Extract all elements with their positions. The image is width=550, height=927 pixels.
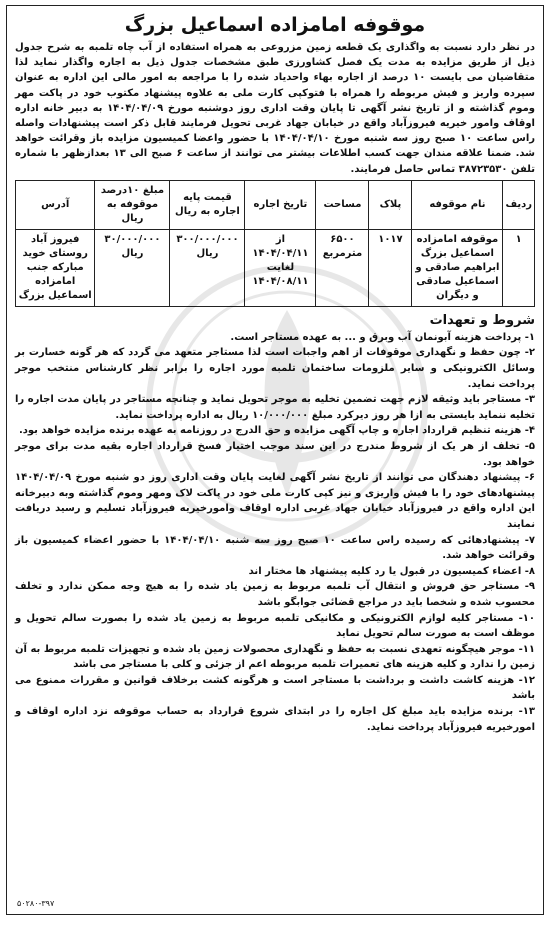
ten-percent-cell: ۳۰/۰۰۰/۰۰۰ ریال (95, 229, 170, 306)
column-header: تاریخ اجاره (245, 180, 316, 229)
address-cell: فیروز آباد روستای خوید مبارکه جنب امامزاده اسماعیل بزرگ (16, 229, 95, 306)
term-item: ۶- پیشنهاد دهندگان می توانند از تاریخ نشر آگهی لغایت پایان وقت اداری روز دو شنبه مورخ ۱۴۰۴/۰۴/۰۹ پیشنهادهای خود را با فیش واریزی و نیز کپی کارت ملی خود در پاکت لاک ومهر وموم گذاشته وبه دبیرخانه این اداره واقع در فیروزآباد خیابان جهاد غربی اداره اوقاف وامورخیریه فیروزآباد تسلیم و رسید دریافت نمایند (15, 472, 535, 530)
page-title: موقوفه امامزاده اسماعیل بزرگ (124, 14, 426, 36)
advertisement-page (6, 5, 544, 915)
row-number-cell: ۱ (503, 229, 535, 306)
column-header: قیمت پایه اجاره به ریال (170, 180, 245, 229)
term-item: ۱۰- مستاجر کلیه لوازم الکترونیکی و مکانیکی تلمبه مربوط به زمین یاد شده را بصورت سالم تحویل و موظف است به صورت سالم تحویل نماید (15, 612, 535, 640)
term-item: ۹- مستاجر حق فروش و انتقال آب تلمبه مربوط به زمین یاد شده را به هیچ وجه ممکن ندارد و تخلف محسوب شده و شخصا باید در مراجع قضائی جوابگو باشد (15, 581, 535, 608)
term-item: ۱۱- موجر هیچگونه تعهدی نسبت به حفظ و نگهداری محصولات زمین یاد شده و تجهیزات تلمبه مربوط به آن زمین را ندارد و کلیه هزینه های تعمیرات تلمبه مربوطه اعم از جزئی و کلی با مستاجر می باشد (15, 643, 535, 671)
footer-code: ۵۰۲۸۰-۳۹۷ (17, 899, 55, 908)
term-item: ۲- چون حفظ و نگهداری موقوفات از اهم واجبات است لذا مستاجر متعهد می گردد که هر گونه خسارت بر وسائل الکترونیکی و سایر ملزومات ساختمان تلمبه مورد اجاره را برابر نظر کارشناس منتخب موجر پرداخت نماید. (15, 347, 535, 390)
term-item: ۱۳- برنده مزایده باید مبلغ کل اجاره را در ابتدای شروع قرارداد به حساب موقوفه نزد اداره اوقاف و امورخیریه فیروزآباد پرداخت نماید. (15, 706, 535, 733)
column-header: نام موقوفه (412, 180, 503, 229)
area-cell: ۶۵۰۰ مترمربع (316, 229, 369, 306)
term-item: ۴- هزینه تنظیم قرارداد اجاره و چاپ آگهی مزایده و حق الدرج در روزنامه به عهده برنده مزایده خواهد بود. (18, 425, 535, 437)
term-item: ۱۲- هزینه کاشت داشت و برداشت با مستاجر است و هرگونه کشت برخلاف قوانین و مقررات ممنوع می باشد (15, 674, 535, 702)
terms-list (7, 330, 543, 735)
column-header: آدرس (16, 180, 95, 229)
column-header: مبلغ ۱۰درصد موقوفه به ریال (95, 180, 170, 229)
term-item: ۵- تخلف از هر یک از شروط مندرج در این سند موجب اختیار فسخ قرارداد اجاره بقیه مدت برای موجر خواهد بود. (15, 440, 535, 468)
column-header: پلاک (369, 180, 412, 229)
endowment-name-cell: موقوفه امامزاده اسماعیل بزرگ ابراهیم صادقی و اسماعیل صادقی و دیگران (412, 229, 503, 306)
intro-paragraph: در نظر دارد نسبت به واگذاری یک قطعه زمین مزروعی به همراه استفاده از آب چاه تلمبه به شرح جدول ذیل از طریق مزایده به مدت یک فصل کشاورزی طبق مشخصات جدول ذیل به اجاره واگذار نماید لذا متقاضیان می بایست ۱۰ درصد از اجاره بهاء واحدیاد شده را با مراجعه به امور مالی این اداره به عنوان سپرده واریز و فیش مربوطه را همراه با فتوکپی کارت ملی به علاوه پیشنهاد مکتوب خود در پاکت مهر وموم گذاشته و از تاریخ نشر آگهی تا پایان وقت اداری روز دوشنبه مورخ ۱۴۰۴/۰۴/۰۹ به دبیر خانه اداره اوقاف وامور خیریه فیروزآباد واقع در خیابان جهاد غربی تحویل فرمایند قابل ذکر است پیشنهادات واصله راس ساعت ۱۰ صبح روز سه شنبه مورخ ۱۴۰۴/۰۴/۱۰ با حضور واعضا کمیسیون مزایده باز وقرائت خواهد شد. ضمنا علاقه مندان جهت کسب اطلاعات بیشتر می توانند از ساعت ۶ صبح الی ۱۳ بعدازظهر با شماره تلفن ۳۸۷۲۳۵۳۰ تماس حاصل فرمایند. (15, 42, 535, 175)
column-header: ردیف (503, 180, 535, 229)
term-item: ۷- پیشنهادهائی که رسیده راس ساعت ۱۰ صبح روز سه شنبه ۱۴۰۴/۰۴/۱۰ با حضور اعضاء کمیسیون باز وقرائت خواهد شد. (15, 534, 535, 562)
column-header: مساحت (316, 180, 369, 229)
term-item: ۸- اعضاء کمیسیون در قبول یا رد کلیه پیشنهاد ها مختار اند (248, 565, 535, 577)
term-item: ۱- پرداخت هزینه آبونمان آب وبرق و ... به عهده مستاجر است. (230, 331, 535, 343)
lease-date-cell: از ۱۴۰۴/۰۴/۱۱ لغایت ۱۴۰۴/۰۸/۱۱ (245, 229, 316, 306)
table-row (16, 229, 535, 306)
table-header-row (16, 180, 535, 229)
items-table (15, 180, 535, 307)
plaque-cell: ۱۰۱۷ (369, 229, 412, 306)
term-item: ۳- مستاجر باید وثیقه لازم جهت تضمین تخلیه به موجر تحویل نماید و چنانچه مستاجر در پایان مدت اجاره را تخلیه ننماید بایستی به ازا هر روز دیرکرد مبلغ ۱۰/۰۰۰/۰۰۰ ریال به اداره پرداخت نماید. (15, 394, 535, 421)
terms-heading: شروط و تعهدات (429, 312, 535, 328)
base-price-cell: ۳۰۰/۰۰۰/۰۰۰ ریال (170, 229, 245, 306)
